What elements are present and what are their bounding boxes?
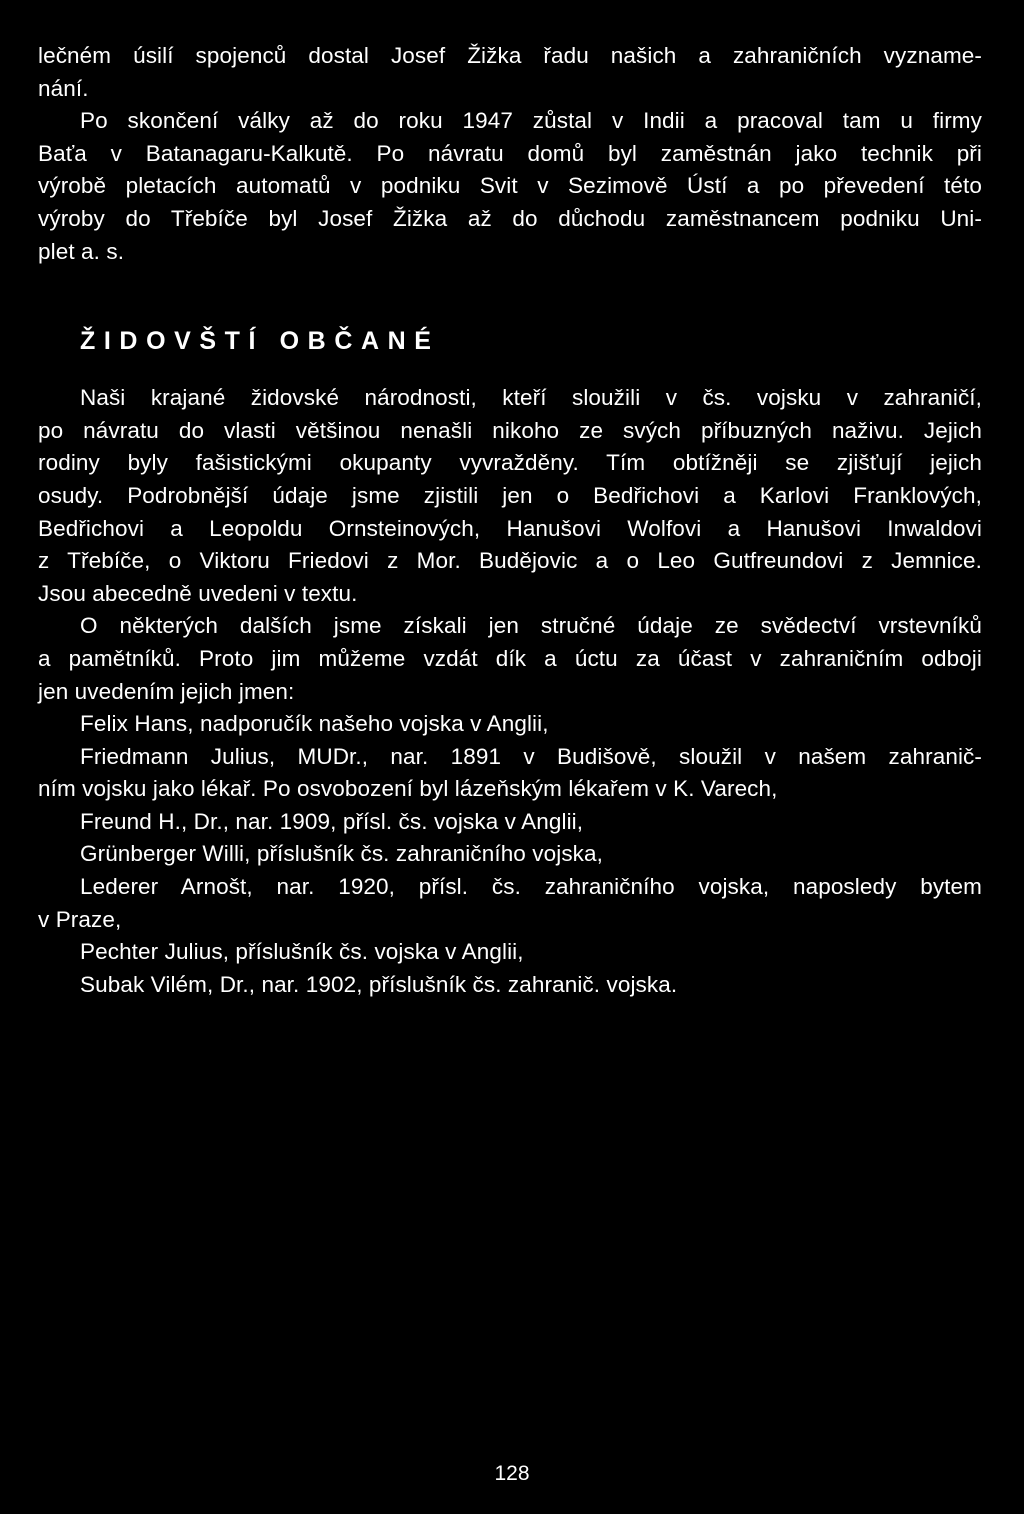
list-entry-continuation: v Praze, [38, 906, 122, 932]
page-content [38, 40, 982, 1001]
intro-line: Po skončení války až do roku 1947 zůstal v Indii a pracoval tam u firmy [80, 108, 982, 134]
body-line: jen uvedením jejich jmen: [38, 678, 295, 704]
section-heading: ŽIDOVŠTÍ OBČANÉ [80, 327, 440, 356]
list-entry-continuation: ním vojsku jako lékař. Po osvobození byl lázeňským lékařem v K. Varech, [38, 776, 778, 802]
list-entry: Grünberger Willi, příslušník čs. zahraničního vojska, [80, 841, 603, 867]
list-entry: Friedmann Julius, MUDr., nar. 1891 v Budišově, sloužil v našem zahranič- [80, 743, 982, 769]
body-line: a pamětníků. Proto jim můžeme vzdát dík a úctu za účast v zahraničním odboji [38, 645, 982, 671]
intro-line: lečném úsilí spojenců dostal Josef Žižka řadu našich a zahraničních vyzname- [38, 43, 982, 68]
intro-line: výrobě pletacích automatů v podniku Svit v Sezimově Ústí a po převedení této [38, 173, 982, 199]
intro-line: Baťa v Batanagaru-Kalkutě. Po návratu domů byl zaměstnán jako technik při [38, 140, 982, 166]
body-line: rodiny byly fašistickými okupanty vyvražděny. Tím obtížněji se zjišťují jejich [38, 450, 982, 476]
body-line: O některých dalších jsme získali jen stručné údaje ze svědectví vrstevníků [80, 613, 982, 639]
list-entry: Freund H., Dr., nar. 1909, přísl. čs. vojska v Anglii, [80, 808, 584, 834]
list-entry: Subak Vilém, Dr., nar. 1902, příslušník čs. zahranič. vojska. [80, 971, 678, 997]
body-line: osudy. Podrobnější údaje jsme zjistili jen o Bedřichovi a Karlovi Franklových, [38, 482, 982, 508]
list-entry: Lederer Arnošt, nar. 1920, přísl. čs. zahraničního vojska, naposledy bytem [80, 874, 982, 900]
intro-line: výroby do Třebíče byl Josef Žižka až do důchodu zaměstnancem podniku Uni- [38, 205, 982, 231]
body-line: po návratu do vlasti většinou nenašli nikoho ze svých příbuzných naživu. Jejich [38, 417, 982, 443]
intro-line: plet a. s. [38, 238, 125, 264]
body-line: Naši krajané židovské národnosti, kteří sloužili v čs. vojsku v zahraničí, [80, 385, 982, 411]
list-entry: Pechter Julius, příslušník čs. vojska v Anglii, [80, 939, 524, 965]
list-entry: Felix Hans, nadporučík našeho vojska v Anglii, [80, 711, 549, 737]
body-line: Bedřichovi a Leopoldu Ornsteinových, Hanušovi Wolfovi a Hanušovi Inwaldovi [38, 515, 982, 541]
page-number: 128 [494, 1462, 530, 1485]
body-line: Jsou abecedně uvedeni v textu. [38, 580, 358, 606]
intro-line: nání. [38, 75, 89, 101]
body-line: z Třebíče, o Viktoru Friedovi z Mor. Budějovic a o Leo Gutfreundovi z Jemnice. [38, 548, 982, 574]
